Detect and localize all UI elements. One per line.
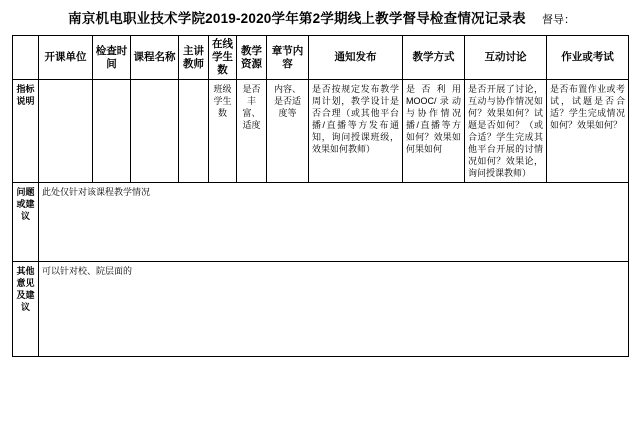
cell-open-unit bbox=[39, 80, 93, 183]
header-corner bbox=[13, 36, 39, 80]
column-header-0: 开课单位 bbox=[39, 36, 93, 80]
column-header-8: 教学方式 bbox=[403, 36, 465, 80]
cell-student-count: 班级学生数 bbox=[209, 80, 237, 183]
column-header-10: 作业或考试 bbox=[547, 36, 629, 80]
column-header-9: 互动讨论 bbox=[465, 36, 547, 80]
column-header-1: 检查时间 bbox=[93, 36, 131, 80]
cell-teaching-resource: 是否丰富、适度 bbox=[237, 80, 267, 183]
other-row bbox=[13, 262, 629, 357]
cell-homework-exam: 是否布置作业或考试，试题是否合适？学生完成情况如何？效果如何？ bbox=[547, 80, 629, 183]
table-row bbox=[13, 80, 629, 183]
cell-chapter-content: 内容、是否适度等 bbox=[267, 80, 309, 183]
row-label-indicator: 指标说明 bbox=[13, 80, 39, 183]
column-header-7: 通知发布 bbox=[309, 36, 403, 80]
other-content[interactable]: 可以针对校、院层面的 bbox=[39, 262, 629, 357]
page-title: 南京机电职业技术学院2019-2020学年第2学期线上教学督导检查情况记录表 bbox=[68, 11, 526, 26]
table-header-row bbox=[13, 36, 629, 80]
cell-teacher bbox=[179, 80, 209, 183]
column-header-3: 主讲教师 bbox=[179, 36, 209, 80]
cell-teaching-method: 是否利用MOOC/录动与协作情况播/直播等方如何？效果如何果如何 bbox=[403, 80, 465, 183]
issue-row bbox=[13, 183, 629, 262]
row-label-issues: 问题或建议 bbox=[13, 183, 39, 262]
column-header-2: 课程名称 bbox=[131, 36, 179, 80]
cell-notice-release: 是否按规定发布教学周计划，教学设计是否合理（或其他平台播/直播等方发布通知，询问授课班级，效果如何教师） bbox=[309, 80, 403, 183]
column-header-4: 在线学生数 bbox=[209, 36, 237, 80]
cell-course-name bbox=[131, 80, 179, 183]
title-row bbox=[12, 8, 628, 35]
row-label-other: 其他意见及建议 bbox=[13, 262, 39, 357]
inspection-record-table bbox=[12, 35, 629, 357]
column-header-5: 教学资源 bbox=[237, 36, 267, 80]
supervisor-label: 督导： bbox=[542, 14, 575, 26]
cell-check-time bbox=[93, 80, 131, 183]
column-header-6: 章节内容 bbox=[267, 36, 309, 80]
issue-content[interactable]: 此处仅针对该课程教学情况 bbox=[39, 183, 629, 262]
cell-interaction-discussion: 是否开展了讨论，互动与协作情况如何？效果如何？试题是否如何？（或合适？学生完成其他平台开展的讨情况如何？效果论，询问授课教师） bbox=[465, 80, 547, 183]
